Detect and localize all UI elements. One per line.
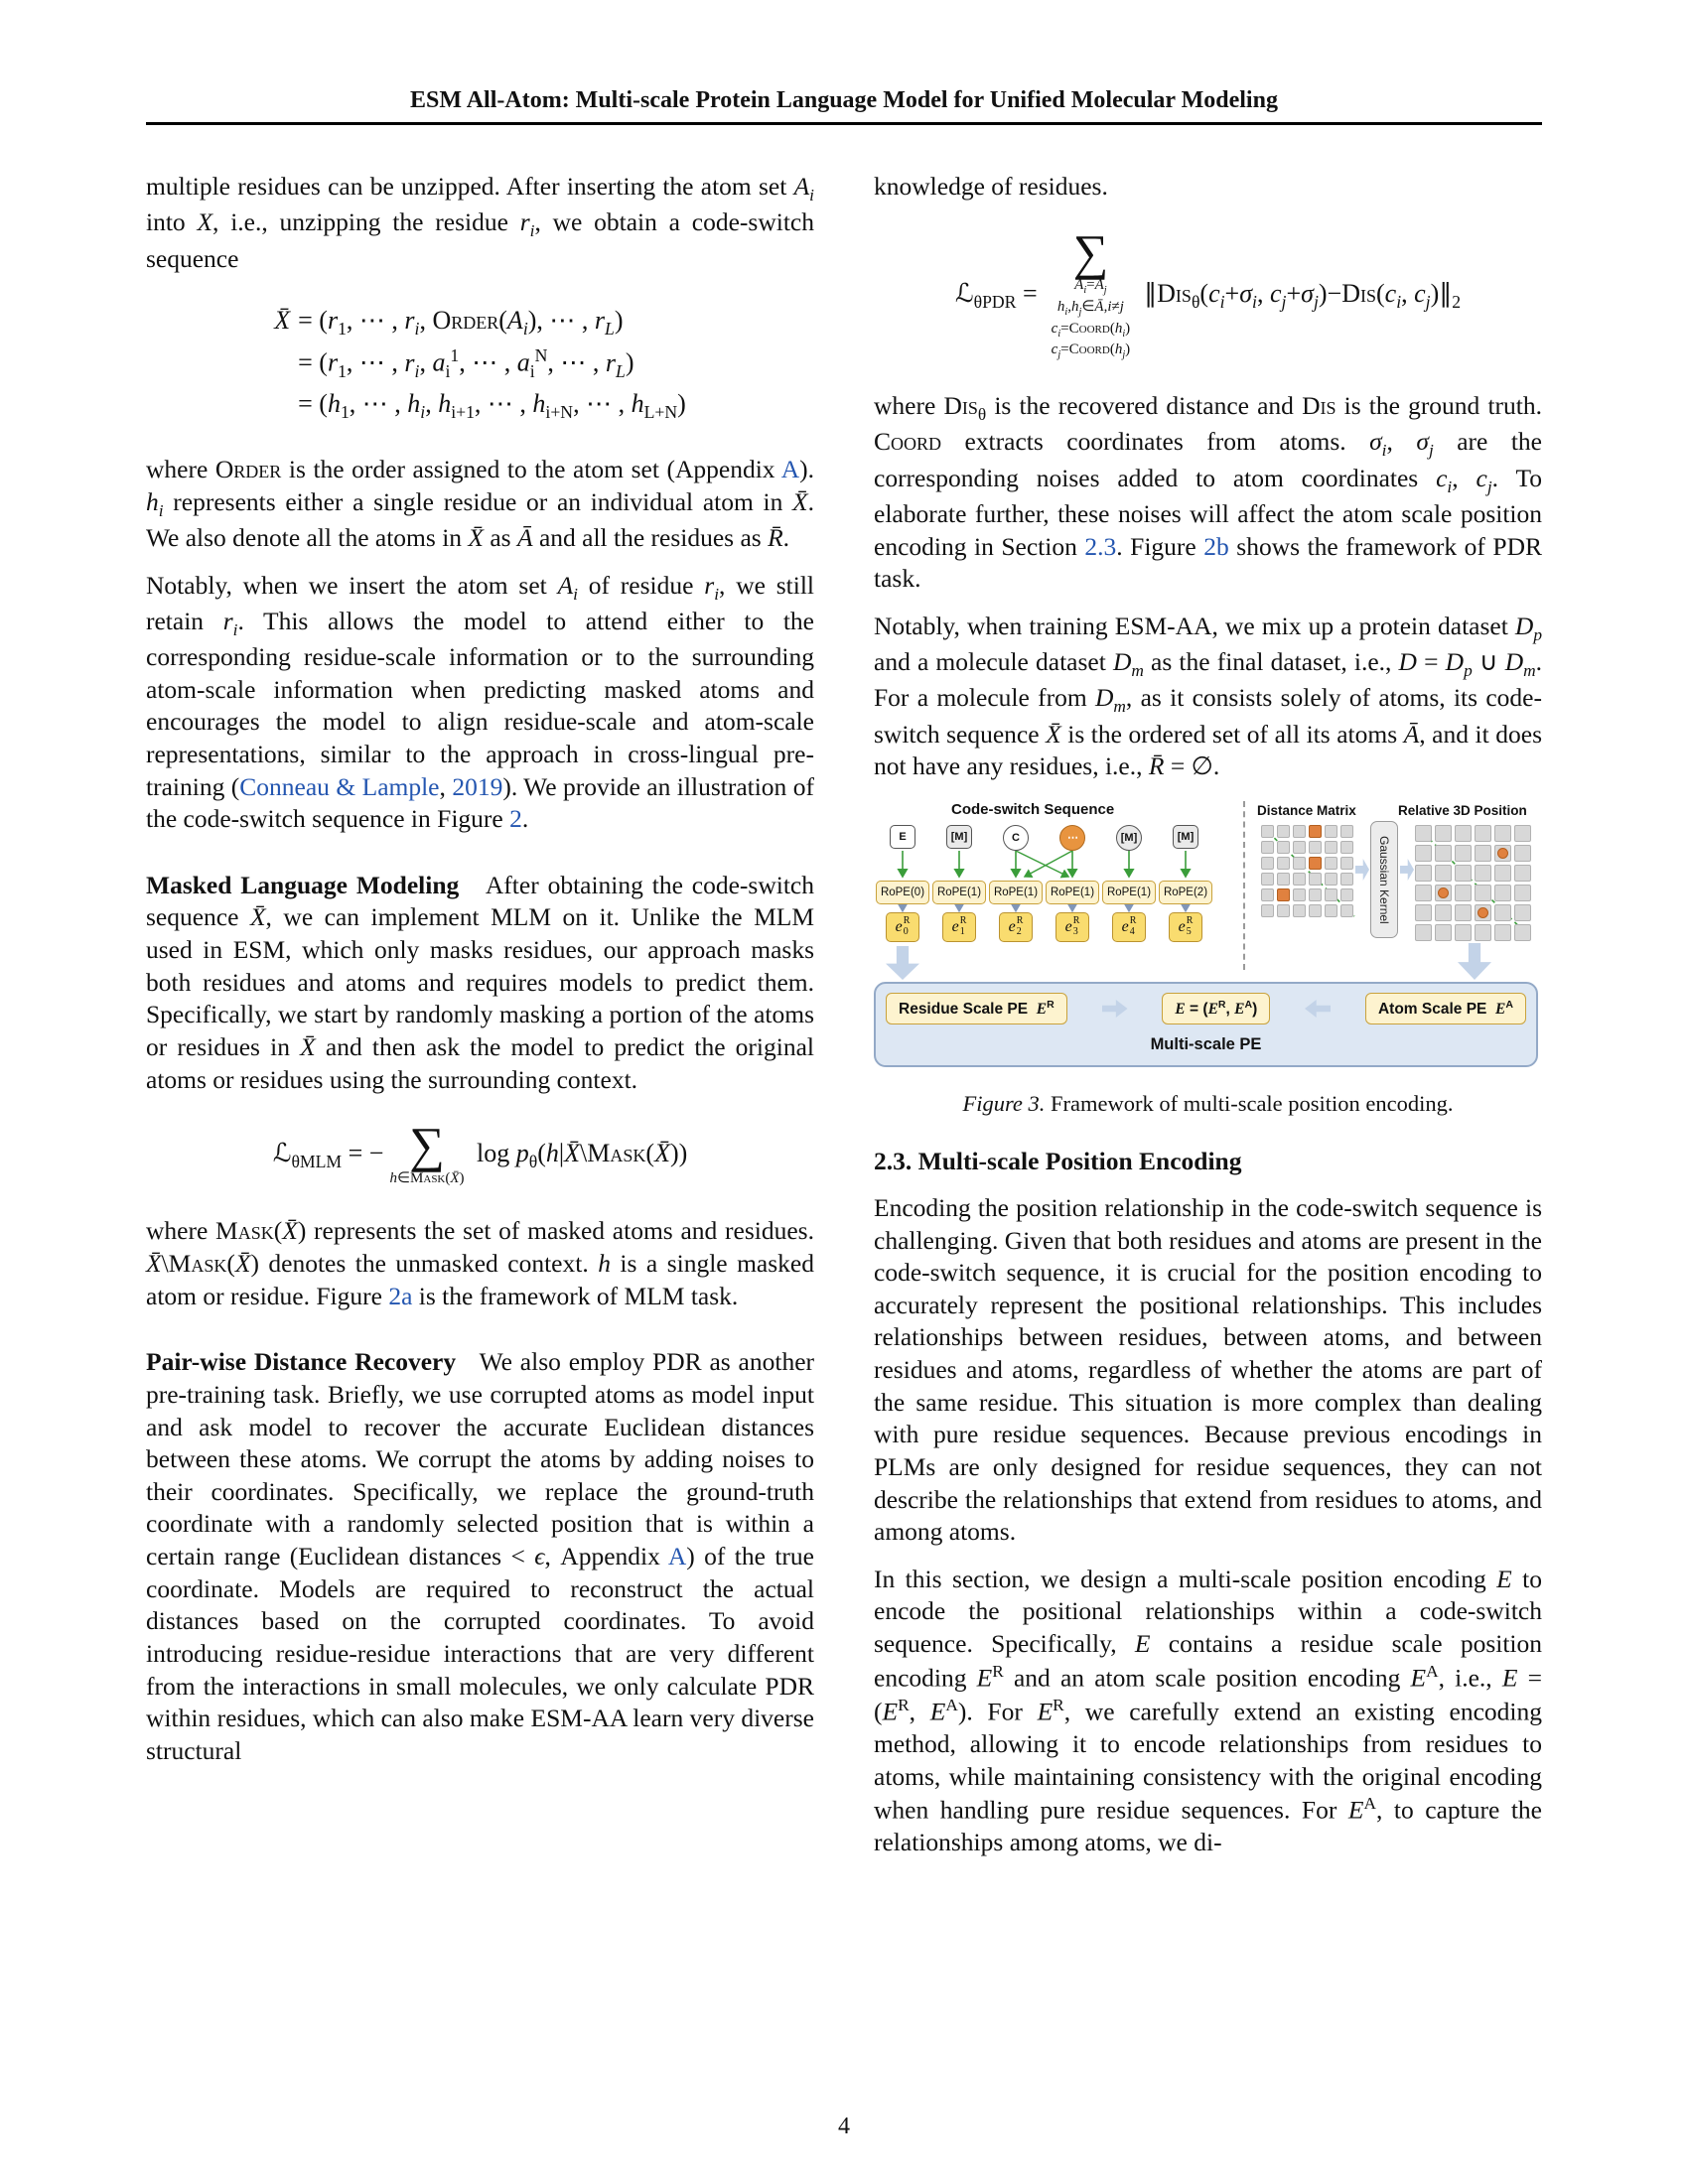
grid-cell	[1340, 825, 1353, 838]
paragraph-where-dis: where Dis$_\theta$ is the recovered distance and Dis is the ground truth. Coord extracts coordinates from atoms. $\sigma_i$, $\sigma_j$ are the corresponding noises added to atom coordinates $c_i$, $c_j$. To elaborate further, these noises will affect the atom scale position encoding in Section 2.3. Figure 2b shows the framework of PDR task.	[874, 391, 1543, 594]
paragraph-knowledge: knowledge of residues.	[874, 172, 1108, 201]
equation-code-switch-sequence	[146, 301, 814, 426]
gaussian-kernel-label: Gaussian Kernel	[1377, 835, 1391, 924]
paragraph-notably-training: Notably, when training ESM-AA, we mix up a protein dataset $D_p$ and a molecule dataset $D_m$ as the final dataset, i.e., $D = D_p$ ∪ $D_m$. For a molecule from $D_m$, as it consists solely of atoms, its code-switch sequence X̄ is the ordered set of all its atoms Ā, and it does not have any residues, i.e., R̄ = ∅.	[874, 611, 1543, 781]
grid-cell	[1340, 841, 1353, 854]
grid-cell	[1514, 845, 1531, 862]
grid-cell	[1475, 885, 1491, 901]
grid-cell	[1435, 845, 1452, 862]
grid-cell	[1415, 825, 1432, 842]
paragraph-encoding-position: Encoding the position relationship in the code-switch sequence is challenging. Given that both residues and atoms are present in the code-switch sequence, it is crucial for the position encoding to accurately represent the positional relationships. This includes relationships between residues, between atoms, and between residues and atoms, regardless of whether the atoms are part of the same residue. This situation is more complex than dealing with pure residue sequences. Because previous encodings in PLMs are only designed for residue sequences, they can not describe the relationships that extend from residues to atoms, and among atoms.	[874, 1192, 1542, 1547]
residue-pe-embedding-1: e R 1	[942, 912, 976, 942]
residue-pe-embedding-3: e R 3	[1055, 912, 1089, 942]
residue-scale-pe-box: Residue Scale PE $E^R$	[886, 993, 1067, 1024]
grid-cell	[1435, 924, 1452, 941]
grid-cell	[1261, 888, 1274, 901]
relative-3d-position-grid	[1415, 825, 1531, 941]
grid-cell	[1494, 865, 1511, 882]
grid-cell	[1309, 857, 1322, 870]
eq2-body: ℒ$_{\theta MLM}$ = − ∑ h∈Mask(X̄) $\log p_\theta(h|X̄\backslash Mask(X̄))$	[272, 1117, 688, 1186]
grid-cell	[1494, 924, 1511, 941]
paragraph-intro: multiple residues can be unzipped. After inserting the atom set $A_i$ into X, i.e., unzipping the residue $r_i$, we obtain a code-switch sequence	[146, 172, 814, 273]
grid-cell	[1415, 845, 1432, 862]
grid-cell	[1309, 841, 1322, 854]
grid-cell	[1415, 904, 1432, 921]
dashed-divider	[1243, 801, 1245, 970]
grid-cell	[1325, 888, 1337, 901]
rope-box-4: RoPE(1)	[1102, 881, 1156, 904]
eq3-sum	[1051, 223, 1131, 363]
grid-cell	[1475, 924, 1491, 941]
grid-cell	[1475, 904, 1491, 921]
grid-cell	[1293, 888, 1306, 901]
equation-mlm-loss	[146, 1117, 814, 1187]
grid-cell	[1340, 873, 1353, 886]
eq3-lhs: ℒ$_{\theta PDR}$ =	[954, 278, 1038, 312]
figure-3-caption: Figure 3. Framework of multi-scale position encoding.	[962, 1090, 1454, 1116]
grid-cell	[1415, 865, 1432, 882]
grid-cell	[1293, 857, 1306, 870]
token-mask-1: [M]	[946, 825, 972, 849]
figure-3	[874, 801, 1542, 1117]
atom-pe-down-arrow	[1458, 943, 1491, 980]
grid-cell	[1514, 825, 1531, 842]
header-rule	[146, 122, 1542, 125]
token-e: E	[890, 825, 915, 849]
matrix-to-kernel-arrow	[1355, 859, 1369, 881]
label-relative-3d-position: Relative 3D Position	[1398, 802, 1527, 818]
grid-cell	[1293, 825, 1306, 838]
grid-cell	[1309, 825, 1322, 838]
figure-3-canvas	[874, 801, 1542, 1071]
grid-cell	[1325, 841, 1337, 854]
rope-box-2: RoPE(1)	[989, 881, 1043, 904]
grid-cell	[1325, 904, 1337, 917]
grid-cell	[1309, 904, 1322, 917]
grid-cell	[1494, 904, 1511, 921]
eq3-sum-limits: $A_i=A_j$ $h_i,h_j\in Ā,i\ne j$ $c_i=Coord(h_i)$ $c_j=Coord(h_j)$	[1051, 277, 1131, 361]
paragraph-mlm: Masked Language Modeling After obtaining the code-switch sequence X̄, we can implement MLM on it. Unlike the MLM used in ESM, which only masks residues, our approach masks both residues and atoms and requires models to predict them. Specifically, we start by randomly masking a portion of the atoms or residues in X̄ and then ask the model to predict the original atoms or residues using the surrounding context.	[146, 870, 814, 1094]
multi-scale-e-box: $E = (E^R$, $E^A$)	[1162, 993, 1270, 1024]
grid-cell	[1475, 865, 1491, 882]
grid-cell	[1475, 825, 1491, 842]
gaussian-kernel-box	[1370, 821, 1398, 938]
grid-cell	[1435, 904, 1452, 921]
grid-cell	[1455, 825, 1472, 842]
residue-pe-embedding-4: e R 4	[1112, 912, 1146, 942]
eq3-rhs: $\parallel Dis_\theta(c_i+\sigma_i$, $c_j+\sigma_j)-Dis(c_i$, $c_j)\parallel_2$	[1144, 278, 1462, 312]
paragraph-in-this-section: In this section, we design a multi-scale position encoding E to encode the positional relationships within a code-switch sequence. Specifically, E contains a residue scale position encoding $E^R$ and an atom scale position encoding $E^A$, i.e., $E = (E^R$, $E^A$). For $E^R$, we carefully extend an existing encoding method, allowing it to encode relationships from residues to atoms, while maintaining consistency with the original encoding when handling pure residue sequences. For $E^A$, to capture the relationships among atoms, we di-	[874, 1564, 1542, 1857]
paragraph-pdr: Pair-wise Distance Recovery We also employ PDR as another pre-training task. Briefly, we use corrupted atoms as model input and ask model to recover the accurate Euclidean distances between these atoms. We corrupt the atoms by adding noises to their coordinates. Specifically, we replace the ground-truth coordinate with a randomly selected position that is within a certain range (Euclidean distances < ϵ, Appendix A) of the true coordinate. Models are required to reconstruct the actual distances based on the corrupted coordinates. To avoid introducing residue-residue interactions that are very different from the interactions in small molecules, we only calculate PDR within residues, which can also make ESM-AA learn very diverse structural	[146, 1347, 815, 1765]
position-dot	[1438, 887, 1449, 898]
grid-cell	[1277, 841, 1290, 854]
residue-pe-down-arrow	[886, 946, 919, 980]
position-dot	[1477, 907, 1488, 918]
eq1-line3-lhs	[274, 384, 290, 426]
eq1-line3-rhs: = ($h_1$, ⋯ , $h_i$, $h_{i+1}$, ⋯ , $h_{i+N}$, ⋯ , $h_{L+N}$)	[298, 389, 686, 423]
grid-cell	[1475, 845, 1491, 862]
token-ellipsis: ⋯	[1059, 825, 1085, 851]
rope-box-0: RoPE(0)	[876, 881, 929, 904]
grid-cell	[1325, 873, 1337, 886]
grid-cell	[1514, 865, 1531, 882]
grid-cell	[1340, 904, 1353, 917]
grid-cell	[1514, 885, 1531, 901]
token-mask-2: [M]	[1116, 825, 1142, 851]
grid-cell	[1261, 825, 1274, 838]
rope-box-1: RoPE(1)	[932, 881, 986, 904]
residue-to-e-arrow	[1102, 1000, 1128, 1018]
grid-cell	[1415, 885, 1432, 901]
grid-cell	[1293, 873, 1306, 886]
grid-cell	[1277, 857, 1290, 870]
atom-to-e-arrow	[1305, 1000, 1331, 1018]
grid-cell	[1340, 857, 1353, 870]
section-heading-2-3: 2.3. Multi-scale Position Encoding	[874, 1146, 1242, 1175]
grid-cell	[1277, 888, 1290, 901]
eq1-line1-rhs: = ($r_1$, ⋯ , $r_i$, $Order(A_i)$, ⋯ , $r_L$)	[298, 306, 624, 340]
kernel-to-grid-arrow	[1400, 859, 1414, 881]
eq1-line2-rhs: = ($r_1$, ⋯ , $r_i$, $a_i^1$, ⋯ , $a_i^N$, ⋯ , $r_L$)	[298, 344, 634, 381]
right-column	[874, 171, 1542, 1874]
grid-cell	[1261, 873, 1274, 886]
grid-cell	[1277, 904, 1290, 917]
grid-cell	[1455, 924, 1472, 941]
paragraph-where-mask: where Mask(X̄) represents the set of masked atoms and residues. X̄\Mask(X̄) denotes the unmasked context. h is a single masked atom or residue. Figure 2a is the framework of MLM task.	[146, 1216, 814, 1310]
grid-cell	[1261, 857, 1274, 870]
grid-cell	[1293, 904, 1306, 917]
grid-cell	[1325, 825, 1337, 838]
grid-cell	[1415, 924, 1432, 941]
residue-pe-embedding-0: e R 0	[886, 912, 919, 942]
eq1-line1-lhs: X̄	[274, 306, 291, 336]
grid-cell	[1435, 885, 1452, 901]
token-c: C	[1003, 825, 1029, 851]
grid-cell	[1435, 825, 1452, 842]
grid-cell	[1494, 825, 1511, 842]
page-number: 4	[838, 2114, 850, 2139]
grid-cell	[1494, 845, 1511, 862]
eq1-line2-lhs	[274, 342, 290, 384]
grid-cell	[1494, 885, 1511, 901]
equation-pdr-loss	[874, 223, 1542, 363]
grid-cell	[1277, 825, 1290, 838]
grid-cell	[1455, 845, 1472, 862]
atom-scale-pe-box: Atom Scale PE $E^A$	[1365, 993, 1526, 1024]
grid-cell	[1340, 888, 1353, 901]
residue-pe-embedding-2: e R 2	[999, 912, 1033, 942]
distance-matrix-grid	[1261, 825, 1353, 917]
position-dot	[1497, 848, 1508, 859]
label-distance-matrix: Distance Matrix	[1257, 802, 1356, 818]
rope-box-3: RoPE(1)	[1046, 881, 1099, 904]
paragraph-notably-insert: Notably, when we insert the atom set $A_i$ of residue $r_i$, we still retain $r_i$. This allows the model to attend either to the corresponding residue-scale information or to the surrounding atom-scale information when predicting masked atoms and encourages the model to align residue-scale and atom-scale representations, similar to the approach in cross-lingual pre-training (Conneau & Lample, 2019). We provide an illustration of the code-switch sequence in Figure 2.	[146, 570, 814, 834]
grid-cell	[1277, 873, 1290, 886]
multi-scale-pe-label: Multi-scale PE	[1150, 1034, 1262, 1053]
residue-pe-embedding-5: e R 5	[1169, 912, 1202, 942]
grid-cell	[1261, 841, 1274, 854]
grid-cell	[1455, 885, 1472, 901]
running-title: ESM All-Atom: Multi-scale Protein Language Model for Unified Molecular Modeling	[410, 87, 1278, 113]
grid-cell	[1455, 904, 1472, 921]
rope-box-5: RoPE(2)	[1159, 881, 1212, 904]
grid-cell	[1309, 873, 1322, 886]
grid-cell	[1455, 865, 1472, 882]
sigma-symbol: ∑	[1072, 223, 1109, 280]
label-code-switch-sequence: Code-switch Sequence	[951, 800, 1115, 818]
grid-cell	[1309, 888, 1322, 901]
token-mask-3: [M]	[1173, 825, 1198, 849]
grid-cell	[1514, 904, 1531, 921]
grid-cell	[1514, 924, 1531, 941]
grid-cell	[1293, 841, 1306, 854]
grid-cell	[1435, 865, 1452, 882]
grid-cell	[1325, 857, 1337, 870]
left-column	[146, 171, 814, 1874]
paragraph-where-order: where Order is the order assigned to the atom set (Appendix A). $h_i$ represents either a single residue or an individual atom in X̄. We also denote all the atoms in X̄ as Ā and all the residues as R̄.	[146, 455, 814, 552]
grid-cell	[1261, 904, 1274, 917]
multi-scale-pe-bar	[874, 982, 1538, 1067]
